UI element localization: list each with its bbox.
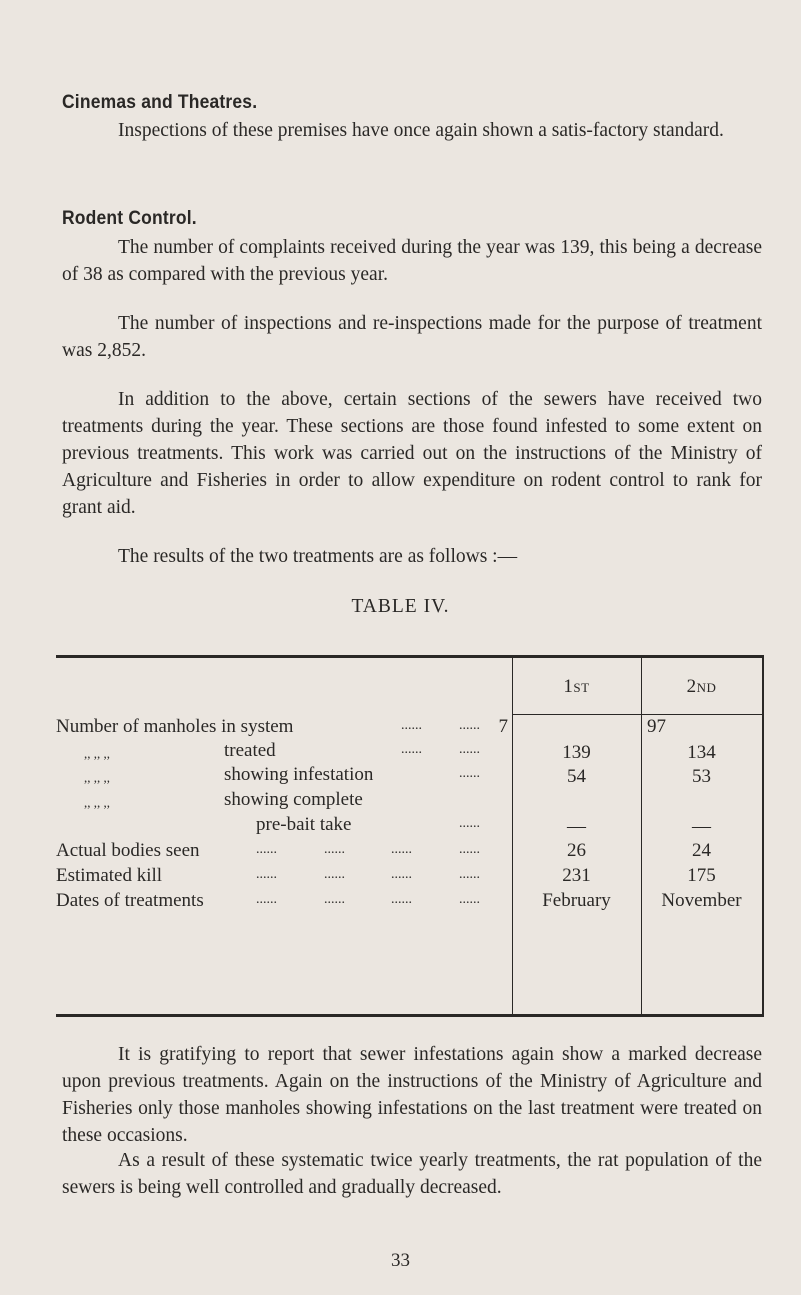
row-label-estimated-kill: Estimated kill bbox=[56, 865, 163, 886]
column-header-2nd: 2nd bbox=[686, 676, 717, 697]
cell-1st-showing-infestation: 54 bbox=[567, 766, 586, 787]
leader-dots: ...... bbox=[401, 742, 422, 757]
cell-2nd-estimated-kill: 175 bbox=[687, 865, 716, 886]
section-heading-cinemas: Cinemas and Theatres. bbox=[62, 92, 258, 113]
table-iv bbox=[56, 655, 764, 1017]
paragraph-gratifying-report: It is gratifying to report that sewer infestations again show a marked decrease upon previous treatments. Again on the instructions of the Ministry of Agriculture and Fisheries only those manholes showing infestations on the last treatment were treated on these occasions. bbox=[62, 1044, 762, 1146]
ditto-marks: ,, ,, ,, bbox=[84, 770, 110, 785]
cell-2nd-dates: November bbox=[661, 890, 742, 911]
leader-dots: ...... bbox=[324, 892, 345, 907]
ditto-marks: ,, ,, ,, bbox=[84, 795, 110, 810]
paragraph-complaints: The number of complaints received during the year was 139, this being a decrease of 38 as compared with the previous year. bbox=[62, 237, 762, 285]
page-number: 33 bbox=[391, 1250, 410, 1271]
leader-dots: ...... bbox=[459, 742, 480, 757]
cell-2nd-complete-take: — bbox=[692, 816, 711, 837]
leader-dots: ...... bbox=[401, 718, 422, 733]
cell-2nd-showing-infestation: 53 bbox=[692, 766, 711, 787]
cell-2nd-actual-bodies: 24 bbox=[692, 840, 711, 861]
row-label-showing-infestation: showing infestation bbox=[224, 764, 374, 785]
leader-dots: ...... bbox=[459, 867, 480, 882]
paragraph-sewer-treatments: In addition to the above, certain sections of the sewers have received two treatments during the year. These sections are those found infested to some extent on previous treatments. This work was carried out on the instructions of the Ministry of Agriculture and Fisheries in order to allow expenditure on rodent control to rank for grant aid. bbox=[62, 389, 762, 518]
cell-1st-treated: 139 bbox=[562, 742, 591, 763]
paragraph-cinemas: Inspections of these premises have once again shown a satis-factory standard. bbox=[118, 120, 724, 141]
leader-dots: ...... bbox=[459, 842, 480, 857]
cell-1st-manholes-in-system: 7 bbox=[498, 716, 508, 737]
row-label-dates-of-treatments: Dates of treatments bbox=[56, 890, 204, 911]
paragraph-results-intro: The results of the two treatments are as follows :— bbox=[118, 546, 518, 567]
section-heading-rodent-control: Rodent Control. bbox=[62, 208, 197, 229]
leader-dots: ...... bbox=[459, 816, 480, 831]
cell-2nd-manholes-in-system: 97 bbox=[647, 716, 666, 737]
paragraph-systematic-treatments: As a result of these systematic twice yearly treatments, the rat population of the sewers is being well controlled and gradually decreased. bbox=[62, 1150, 762, 1198]
cell-1st-estimated-kill: 231 bbox=[562, 865, 591, 886]
leader-dots: ...... bbox=[256, 892, 277, 907]
leader-dots: ...... bbox=[391, 842, 412, 857]
row-label-treated: treated bbox=[224, 740, 276, 761]
column-header-1st: 1st bbox=[563, 676, 590, 697]
cell-1st-complete-take: — bbox=[567, 816, 586, 837]
paragraph-inspections: The number of inspections and re-inspections made for the purpose of treatment was 2,852. bbox=[62, 313, 762, 361]
cell-2nd-treated: 134 bbox=[687, 742, 716, 763]
row-label-showing-complete: showing complete bbox=[224, 789, 363, 810]
leader-dots: ...... bbox=[256, 842, 277, 857]
leader-dots: ...... bbox=[459, 718, 480, 733]
leader-dots: ...... bbox=[256, 867, 277, 882]
leader-dots: ...... bbox=[391, 867, 412, 882]
leader-dots: ...... bbox=[459, 892, 480, 907]
row-label-pre-bait-take: pre-bait take bbox=[256, 814, 352, 835]
ditto-marks: ,, ,, ,, bbox=[84, 746, 110, 761]
row-label-actual-bodies-seen: Actual bodies seen bbox=[56, 840, 200, 861]
leader-dots: ...... bbox=[324, 867, 345, 882]
row-label-manholes-in-system: Number of manholes in system bbox=[56, 716, 294, 737]
cell-1st-actual-bodies: 26 bbox=[567, 840, 586, 861]
table-title: TABLE IV. bbox=[351, 596, 450, 617]
leader-dots: ...... bbox=[391, 892, 412, 907]
leader-dots: ...... bbox=[459, 766, 480, 781]
header-rule bbox=[512, 714, 764, 715]
leader-dots: ...... bbox=[324, 842, 345, 857]
cell-1st-dates: February bbox=[542, 890, 611, 911]
